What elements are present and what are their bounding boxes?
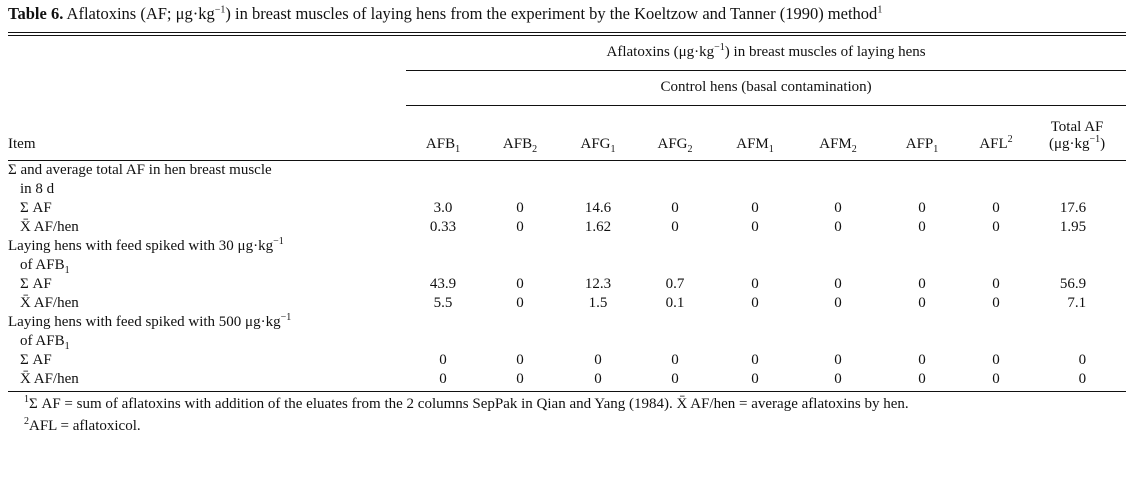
table-cell: 0: [594, 370, 602, 387]
table-cell: 0: [516, 294, 524, 311]
table-cell: 0: [834, 294, 842, 311]
row-label: X̄ AF/hen: [20, 218, 79, 235]
table-cell: 5.5: [433, 294, 453, 311]
column-header-row: [8, 105, 1126, 160]
table-cell: 0: [594, 351, 602, 368]
total-cell: 56.9: [1059, 275, 1087, 292]
spanner-control-hens: Control hens (basal contamination): [406, 70, 1126, 105]
table-cell: 0.1: [665, 294, 685, 311]
table-cell: 1.5: [588, 294, 608, 311]
table-cell: 0: [992, 370, 1000, 387]
row-label: Σ AF: [20, 275, 52, 292]
footnote-2: $^2$AFL = aflatoxicol.: [24, 416, 141, 435]
table-cell: 0: [751, 275, 759, 292]
table-cell: 0: [751, 370, 759, 387]
table-row: [8, 218, 1126, 237]
table-cell: 0: [671, 218, 679, 235]
footnote-1: $^1$Σ AF = sum of aflatoxins with addition of the eluates from the 2 columns SepPak in Qian and Yang (1984). X̄ AF/hen = average aflatoxins by hen.: [24, 393, 909, 412]
table-cell: 0: [834, 218, 842, 235]
row-label: Σ AF: [20, 351, 52, 368]
spanner-row-2: [8, 70, 1126, 105]
group-title-row: [8, 256, 1126, 275]
table-cell: 0: [516, 275, 524, 292]
table-cell: 0.33: [429, 218, 457, 235]
table-cell: 0: [918, 218, 926, 235]
total-cell: 0: [1078, 351, 1087, 368]
table-cell: 1.62: [584, 218, 612, 235]
group-title: Σ and average total AF in hen breast muscle: [8, 161, 272, 178]
column-header-afg2: $AFG_2$: [636, 105, 714, 160]
table-cell: 0: [992, 275, 1000, 292]
table-row: [8, 275, 1126, 294]
column-header-afg1: $AFG_1$: [560, 105, 636, 160]
table-cell: 0: [992, 294, 1000, 311]
bottom-rule: [8, 391, 1126, 392]
table-row: [8, 294, 1126, 313]
table-label: Table 6.: [8, 4, 64, 23]
table-cell: 0: [834, 275, 842, 292]
column-header-afm2: $AFM_2$: [796, 105, 880, 160]
row-label: Σ AF: [20, 199, 52, 216]
table-cell: 0: [751, 218, 759, 235]
table-cell: 0: [751, 351, 759, 368]
table-row: [8, 351, 1126, 370]
table-cell: 0: [918, 351, 926, 368]
table-cell: 3.0: [433, 199, 453, 216]
group-title: Laying hens with feed spiked with 500 $\mu g\cdot kg^{-1}$: [8, 311, 292, 330]
group-title-row: [8, 313, 1126, 332]
table-cell: 0: [918, 294, 926, 311]
table-cell: 0: [671, 199, 679, 216]
column-header-afb1: $AFB_1$: [406, 105, 480, 160]
aflatoxin-table: [8, 36, 1126, 389]
group-title-row: [8, 332, 1126, 351]
table-cell: 0: [992, 351, 1000, 368]
group-title-row: [8, 160, 1126, 180]
column-header-item: Item: [8, 105, 406, 160]
table-cell: 0: [671, 351, 679, 368]
caption-text: Aflatoxins (AF; μg·kg: [66, 4, 215, 23]
total-cell: 0: [1078, 370, 1087, 387]
group-title-row: [8, 237, 1126, 256]
table-row: [8, 370, 1126, 389]
row-label: X̄ AF/hen: [20, 294, 79, 311]
group-title: Laying hens with feed spiked with 30 $\mu g\cdot kg^{-1}$: [8, 235, 284, 254]
table-cell: 0: [834, 370, 842, 387]
spanner-row-1: [8, 36, 1126, 71]
table-cell: 0: [992, 199, 1000, 216]
group-title: in 8 d: [20, 180, 55, 197]
table-cell: 43.9: [429, 275, 457, 292]
table-cell: 0: [918, 370, 926, 387]
table-cell: 12.3: [584, 275, 612, 292]
caption-footnote-mark: 1: [877, 4, 883, 16]
table-cell: 14.6: [584, 199, 612, 216]
table-cell: 0: [834, 351, 842, 368]
total-cell: 7.1: [1067, 294, 1087, 311]
table-cell: 0: [992, 218, 1000, 235]
group-title: of $AFB_1$: [20, 332, 70, 352]
table-cell: 0: [516, 199, 524, 216]
footnotes: [8, 395, 1126, 437]
total-cell: 1.95: [1059, 218, 1087, 235]
table-row: [8, 199, 1126, 218]
column-header-total-af: Total AF $(\mu g\cdot kg^{-1})$: [1028, 105, 1126, 160]
table-cell: 0: [516, 351, 524, 368]
table-page: [8, 0, 1126, 437]
spanner-aflatoxins: Aflatoxins $(\mu g\cdot kg^{-1})$ in breast muscles of laying hens: [406, 36, 1126, 71]
table-cell: 0: [834, 199, 842, 216]
group-title-row: [8, 180, 1126, 199]
caption-unit-exponent: −1: [214, 4, 226, 16]
table-body: [8, 160, 1126, 389]
column-header-afb2: $AFB_2$: [480, 105, 560, 160]
group-title: of $AFB_1$: [20, 256, 70, 276]
column-header-afp1: $AFP_1$: [880, 105, 964, 160]
table-cell: 0: [918, 199, 926, 216]
table-cell: 0: [918, 275, 926, 292]
table-cell: 0: [751, 199, 759, 216]
table-caption: [8, 4, 1126, 25]
table-cell: 0: [671, 370, 679, 387]
table-cell: 0: [439, 370, 447, 387]
caption-text-rest: ) in breast muscles of laying hens from the experiment by the Koeltzow and Tanner (1990) method: [225, 4, 878, 23]
column-header-afl2: AFL$^2$: [964, 105, 1028, 160]
table-cell: 0: [439, 351, 447, 368]
table-cell: 0: [516, 370, 524, 387]
total-cell: 17.6: [1059, 199, 1087, 216]
row-label: X̄ AF/hen: [20, 370, 79, 387]
table-cell: 0: [516, 218, 524, 235]
table-cell: 0.7: [665, 275, 685, 292]
column-header-afm1: $AFM_1$: [714, 105, 796, 160]
table-cell: 0: [751, 294, 759, 311]
